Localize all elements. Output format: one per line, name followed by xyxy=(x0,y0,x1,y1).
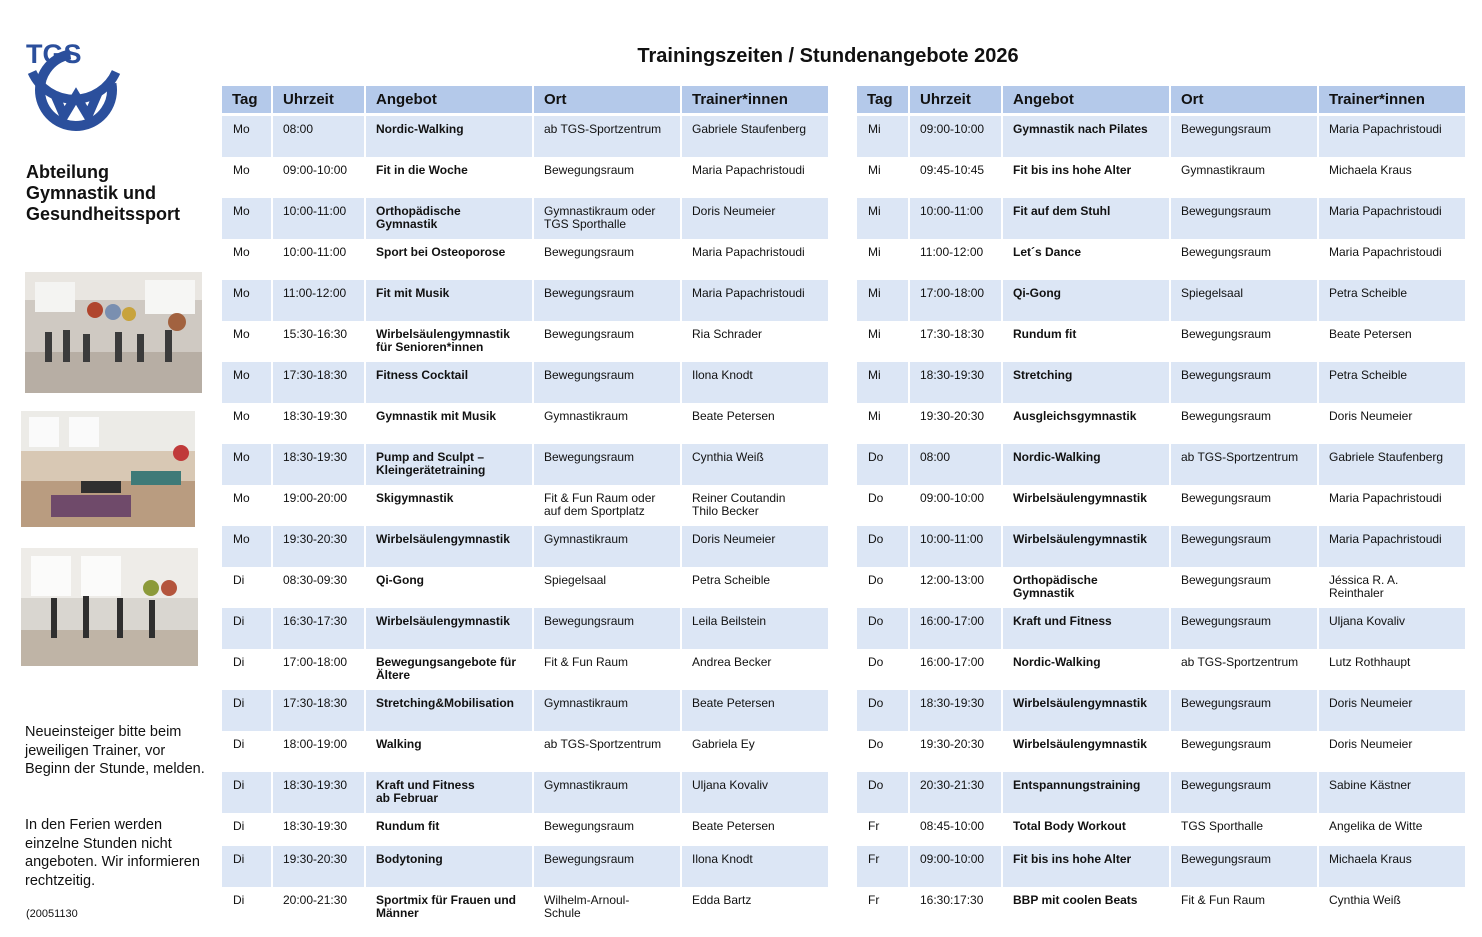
row-offer: Kraft und Fitness xyxy=(1003,608,1171,649)
row-trainer: Ilona Knodt xyxy=(682,362,830,403)
photo-gym-class-yoga xyxy=(21,548,198,666)
row-offer: Gymnastik mit Musik xyxy=(366,403,534,444)
table-row xyxy=(222,731,830,772)
row-trainer: Maria Papachristoudi xyxy=(1319,485,1467,526)
row-location: Bewegungsraum xyxy=(1171,198,1319,239)
department-line: Gesundheitssport xyxy=(26,204,181,224)
row-offer: BBP mit coolen Beats xyxy=(1003,887,1171,928)
row-offer: Gymnastik nach Pilates xyxy=(1003,116,1171,157)
row-offer: Wirbelsäulengymnastik xyxy=(366,608,534,649)
row-location: Gymnastikraum xyxy=(534,403,682,444)
row-tag: Do xyxy=(857,485,910,526)
row-location: Bewegungsraum xyxy=(534,608,682,649)
row-location: Bewegungsraum xyxy=(1171,567,1319,608)
row-time: 09:00-10:00 xyxy=(910,846,1003,887)
row-time: 16:30:17:30 xyxy=(910,887,1003,928)
row-trainer: Gabriela Ey xyxy=(682,731,830,772)
row-tag: Mo xyxy=(222,362,273,403)
row-time: 19:30-20:30 xyxy=(910,731,1003,772)
row-location: Bewegungsraum xyxy=(534,280,682,321)
tgs-logo xyxy=(24,38,124,134)
table-header-row xyxy=(857,86,1467,116)
table-row xyxy=(222,485,830,526)
row-trainer: Angelika de Witte xyxy=(1319,813,1467,846)
row-location: ab TGS-Sportzentrum xyxy=(1171,649,1319,690)
row-location: Gymnastikraum oder TGS Sporthalle xyxy=(534,198,682,239)
row-location: ab TGS-Sportzentrum xyxy=(534,731,682,772)
row-offer: Wirbelsäulengymnastik xyxy=(1003,690,1171,731)
row-time: 08:30-09:30 xyxy=(273,567,366,608)
row-trainer: Reiner Coutandin Thilo Becker xyxy=(682,485,830,526)
row-trainer: Cynthia Weiß xyxy=(682,444,830,485)
row-offer: Qi-Gong xyxy=(1003,280,1171,321)
table-row xyxy=(222,846,830,887)
table-row xyxy=(857,567,1467,608)
row-trainer: Doris Neumeier xyxy=(1319,690,1467,731)
row-offer: Sportmix für Frauen und Männer xyxy=(366,887,534,928)
row-location: Bewegungsraum xyxy=(1171,485,1319,526)
row-trainer: Maria Papachristoudi xyxy=(682,157,830,198)
row-time: 09:45-10:45 xyxy=(910,157,1003,198)
row-tag: Mi xyxy=(857,116,910,157)
header-tag: Tag xyxy=(857,86,910,116)
row-tag: Do xyxy=(857,608,910,649)
row-trainer: Michaela Kraus xyxy=(1319,157,1467,198)
row-tag: Di xyxy=(222,608,273,649)
row-offer: Wirbelsäulengymnastik xyxy=(1003,731,1171,772)
row-trainer: Maria Papachristoudi xyxy=(1319,239,1467,280)
header-ort: Ort xyxy=(534,86,682,116)
row-time: 10:00-11:00 xyxy=(273,198,366,239)
row-time: 15:30-16:30 xyxy=(273,321,366,362)
row-tag: Mo xyxy=(222,485,273,526)
row-tag: Fr xyxy=(857,813,910,846)
row-offer: Skigymnastik xyxy=(366,485,534,526)
row-tag: Fr xyxy=(857,846,910,887)
row-offer: Wirbelsäulengymnastik für Senioren*innen xyxy=(366,321,534,362)
row-offer: Wirbelsäulengymnastik xyxy=(1003,485,1171,526)
row-trainer: Uljana Kovaliv xyxy=(1319,608,1467,649)
row-offer: Rundum fit xyxy=(366,813,534,846)
row-trainer: Beate Petersen xyxy=(682,403,830,444)
row-location: Spiegelsaal xyxy=(534,567,682,608)
row-offer: Fit in die Woche xyxy=(366,157,534,198)
row-trainer: Beate Petersen xyxy=(682,813,830,846)
row-tag: Mi xyxy=(857,321,910,362)
row-tag: Do xyxy=(857,731,910,772)
department-line: Abteilung xyxy=(26,162,109,182)
table-row xyxy=(222,157,830,198)
row-location: Bewegungsraum xyxy=(1171,690,1319,731)
row-location: Bewegungsraum xyxy=(534,813,682,846)
row-offer: Fit mit Musik xyxy=(366,280,534,321)
row-time: 19:30-20:30 xyxy=(273,526,366,567)
header-ort: Ort xyxy=(1171,86,1319,116)
header-trainer: Trainer*innen xyxy=(1319,86,1467,116)
table-row xyxy=(857,239,1467,280)
row-tag: Do xyxy=(857,649,910,690)
row-time: 08:00 xyxy=(910,444,1003,485)
table-row xyxy=(857,198,1467,239)
note-newcomers: Neueinsteiger bitte beim jeweiligen Trainer, vor Beginn der Stunde, melden. xyxy=(25,724,205,777)
row-offer: Stretching xyxy=(1003,362,1171,403)
row-location: Bewegungsraum xyxy=(1171,772,1319,813)
table-row xyxy=(857,608,1467,649)
row-offer: Fitness Cocktail xyxy=(366,362,534,403)
row-trainer: Jéssica R. A. Reinthaler xyxy=(1319,567,1467,608)
row-tag: Di xyxy=(222,772,273,813)
row-offer: Nordic-Walking xyxy=(1003,649,1171,690)
row-offer: Orthopädische Gymnastik xyxy=(366,198,534,239)
row-location: Bewegungsraum xyxy=(1171,846,1319,887)
table-row xyxy=(222,403,830,444)
row-trainer: Doris Neumeier xyxy=(1319,403,1467,444)
row-tag: Mi xyxy=(857,362,910,403)
row-time: 20:00-21:30 xyxy=(273,887,366,928)
row-trainer: Sabine Kästner xyxy=(1319,772,1467,813)
table-row xyxy=(222,444,830,485)
row-trainer: Ilona Knodt xyxy=(682,846,830,887)
row-location: Fit & Fun Raum xyxy=(534,649,682,690)
row-offer: Nordic-Walking xyxy=(1003,444,1171,485)
row-time: 10:00-11:00 xyxy=(910,526,1003,567)
row-offer: Sport bei Osteoporose xyxy=(366,239,534,280)
row-location: ab TGS-Sportzentrum xyxy=(1171,444,1319,485)
row-time: 12:00-13:00 xyxy=(910,567,1003,608)
row-offer: Wirbelsäulengymnastik xyxy=(1003,526,1171,567)
row-time: 16:00-17:00 xyxy=(910,608,1003,649)
row-time: 16:30-17:30 xyxy=(273,608,366,649)
row-tag: Di xyxy=(222,731,273,772)
row-trainer: Uljana Kovaliv xyxy=(682,772,830,813)
document-code: (20051130 xyxy=(26,908,78,920)
row-time: 18:30-19:30 xyxy=(273,772,366,813)
row-tag: Di xyxy=(222,567,273,608)
header-trainer: Trainer*innen xyxy=(682,86,830,116)
row-tag: Mo xyxy=(222,321,273,362)
table-row xyxy=(222,321,830,362)
row-offer: Rundum fit xyxy=(1003,321,1171,362)
row-location: Gymnastikraum xyxy=(534,772,682,813)
row-time: 19:30-20:30 xyxy=(273,846,366,887)
row-time: 10:00-11:00 xyxy=(273,239,366,280)
row-location: Bewegungsraum xyxy=(1171,239,1319,280)
row-trainer: Cynthia Weiß xyxy=(1319,887,1467,928)
row-location: Bewegungsraum xyxy=(534,321,682,362)
row-offer: Entspannungstraining xyxy=(1003,772,1171,813)
table-row xyxy=(857,116,1467,157)
schedule-table-right xyxy=(857,86,1467,928)
row-location: Fit & Fun Raum oder auf dem Sportplatz xyxy=(534,485,682,526)
row-time: 18:30-19:30 xyxy=(273,813,366,846)
row-tag: Do xyxy=(857,772,910,813)
row-tag: Di xyxy=(222,690,273,731)
department-name xyxy=(26,162,216,225)
row-offer: Bodytoning xyxy=(366,846,534,887)
table-row xyxy=(857,846,1467,887)
row-time: 09:00-10:00 xyxy=(273,157,366,198)
row-time: 20:30-21:30 xyxy=(910,772,1003,813)
row-time: 08:00 xyxy=(273,116,366,157)
row-time: 18:30-19:30 xyxy=(910,690,1003,731)
row-location: Bewegungsraum xyxy=(1171,116,1319,157)
table-row xyxy=(222,608,830,649)
row-time: 18:30-19:30 xyxy=(910,362,1003,403)
row-tag: Mi xyxy=(857,157,910,198)
row-offer: Walking xyxy=(366,731,534,772)
table-row xyxy=(222,649,830,690)
table-row xyxy=(857,887,1467,928)
row-tag: Do xyxy=(857,567,910,608)
row-tag: Fr xyxy=(857,887,910,928)
row-offer: Qi-Gong xyxy=(366,567,534,608)
department-line: Gymnastik und xyxy=(26,183,157,203)
photo-gym-class-mats xyxy=(21,411,195,527)
table-row xyxy=(222,198,830,239)
row-location: Bewegungsraum xyxy=(1171,731,1319,772)
row-offer: Wirbelsäulengymnastik xyxy=(366,526,534,567)
row-tag: Mo xyxy=(222,403,273,444)
row-location: Bewegungsraum xyxy=(1171,362,1319,403)
row-time: 11:00-12:00 xyxy=(273,280,366,321)
row-location: Bewegungsraum xyxy=(534,846,682,887)
table-row xyxy=(857,649,1467,690)
row-offer: Fit bis ins hohe Alter xyxy=(1003,157,1171,198)
row-tag: Do xyxy=(857,444,910,485)
row-tag: Di xyxy=(222,813,273,846)
row-trainer: Lutz Rothhaupt xyxy=(1319,649,1467,690)
row-trainer: Leila Beilstein xyxy=(682,608,830,649)
row-tag: Mo xyxy=(222,239,273,280)
table-row xyxy=(222,813,830,846)
row-time: 17:30-18:30 xyxy=(273,362,366,403)
row-location: Bewegungsraum xyxy=(534,362,682,403)
row-location: Bewegungsraum xyxy=(1171,608,1319,649)
row-location: Spiegelsaal xyxy=(1171,280,1319,321)
row-time: 10:00-11:00 xyxy=(910,198,1003,239)
row-trainer: Gabriele Staufenberg xyxy=(1319,444,1467,485)
row-location: Fit & Fun Raum xyxy=(1171,887,1319,928)
table-row xyxy=(222,239,830,280)
page-title: Trainingszeiten / Stundenangebote 2026 xyxy=(637,45,1019,67)
row-time: 19:00-20:00 xyxy=(273,485,366,526)
row-tag: Di xyxy=(222,887,273,928)
row-time: 08:45-10:00 xyxy=(910,813,1003,846)
row-tag: Mi xyxy=(857,280,910,321)
row-trainer: Ria Schrader xyxy=(682,321,830,362)
row-time: 16:00-17:00 xyxy=(910,649,1003,690)
note-holidays: In den Ferien werden einzelne Stunden nicht angeboten. Wir informieren rechtzeitig. xyxy=(25,817,200,889)
row-offer: Orthopädische Gymnastik xyxy=(1003,567,1171,608)
header-uhrzeit: Uhrzeit xyxy=(910,86,1003,116)
table-row xyxy=(857,731,1467,772)
table-row xyxy=(857,321,1467,362)
row-location: Gymnastikraum xyxy=(534,526,682,567)
row-trainer: Beate Petersen xyxy=(682,690,830,731)
row-offer: Pump and Sculpt – Kleingerätetraining xyxy=(366,444,534,485)
table-row xyxy=(857,362,1467,403)
row-offer: Kraft und Fitness ab Februar xyxy=(366,772,534,813)
table-row xyxy=(857,403,1467,444)
table-row xyxy=(222,772,830,813)
row-trainer: Maria Papachristoudi xyxy=(1319,526,1467,567)
row-time: 09:00-10:00 xyxy=(910,485,1003,526)
row-tag: Mo xyxy=(222,157,273,198)
row-offer: Stretching&Mobilisation xyxy=(366,690,534,731)
header-uhrzeit: Uhrzeit xyxy=(273,86,366,116)
row-location: Bewegungsraum xyxy=(1171,321,1319,362)
row-time: 18:30-19:30 xyxy=(273,444,366,485)
row-time: 09:00-10:00 xyxy=(910,116,1003,157)
table-row xyxy=(222,362,830,403)
row-trainer: Andrea Becker xyxy=(682,649,830,690)
row-location: Bewegungsraum xyxy=(534,444,682,485)
table-row xyxy=(857,444,1467,485)
row-time: 17:30-18:30 xyxy=(273,690,366,731)
table-row xyxy=(857,526,1467,567)
table-row xyxy=(857,813,1467,846)
row-location: Gymnastikraum xyxy=(1171,157,1319,198)
row-tag: Mo xyxy=(222,444,273,485)
row-offer: Nordic-Walking xyxy=(366,116,534,157)
row-location: Bewegungsraum xyxy=(534,239,682,280)
row-time: 18:00-19:00 xyxy=(273,731,366,772)
photo-gym-class-standing xyxy=(25,272,202,393)
table-row xyxy=(222,690,830,731)
table-row xyxy=(222,116,830,157)
header-angebot: Angebot xyxy=(1003,86,1171,116)
row-trainer: Edda Bartz xyxy=(682,887,830,928)
logo-text: TGS xyxy=(26,39,82,69)
row-tag: Mo xyxy=(222,526,273,567)
header-angebot: Angebot xyxy=(366,86,534,116)
row-time: 17:30-18:30 xyxy=(910,321,1003,362)
table-row xyxy=(857,690,1467,731)
row-offer: Bewegungsangebote für Ältere xyxy=(366,649,534,690)
table-row xyxy=(222,526,830,567)
table-row xyxy=(222,887,830,928)
row-location: Gymnastikraum xyxy=(534,690,682,731)
row-trainer: Petra Scheible xyxy=(1319,280,1467,321)
row-offer: Ausgleichsgymnastik xyxy=(1003,403,1171,444)
row-time: 19:30-20:30 xyxy=(910,403,1003,444)
row-tag: Mo xyxy=(222,280,273,321)
row-trainer: Petra Scheible xyxy=(1319,362,1467,403)
row-location: Bewegungsraum xyxy=(534,157,682,198)
row-time: 17:00-18:00 xyxy=(273,649,366,690)
row-trainer: Maria Papachristoudi xyxy=(682,280,830,321)
table-row xyxy=(222,280,830,321)
row-tag: Di xyxy=(222,846,273,887)
table-row xyxy=(857,280,1467,321)
row-offer: Fit auf dem Stuhl xyxy=(1003,198,1171,239)
header-tag: Tag xyxy=(222,86,273,116)
row-time: 11:00-12:00 xyxy=(910,239,1003,280)
row-offer: Total Body Workout xyxy=(1003,813,1171,846)
row-trainer: Michaela Kraus xyxy=(1319,846,1467,887)
row-offer: Let´s Dance xyxy=(1003,239,1171,280)
table-header-row xyxy=(222,86,830,116)
row-trainer: Maria Papachristoudi xyxy=(1319,116,1467,157)
row-tag: Di xyxy=(222,649,273,690)
row-tag: Mi xyxy=(857,403,910,444)
row-trainer: Doris Neumeier xyxy=(682,526,830,567)
row-trainer: Maria Papachristoudi xyxy=(1319,198,1467,239)
row-tag: Mi xyxy=(857,198,910,239)
row-tag: Mi xyxy=(857,239,910,280)
row-location: ab TGS-Sportzentrum xyxy=(534,116,682,157)
row-time: 18:30-19:30 xyxy=(273,403,366,444)
row-tag: Do xyxy=(857,526,910,567)
table-row xyxy=(857,157,1467,198)
schedule-table-left xyxy=(222,86,830,928)
row-offer: Fit bis ins hohe Alter xyxy=(1003,846,1171,887)
row-trainer: Maria Papachristoudi xyxy=(682,239,830,280)
table-row xyxy=(222,567,830,608)
row-trainer: Doris Neumeier xyxy=(682,198,830,239)
row-location: Bewegungsraum xyxy=(1171,526,1319,567)
row-tag: Mo xyxy=(222,198,273,239)
table-row xyxy=(857,485,1467,526)
row-trainer: Petra Scheible xyxy=(682,567,830,608)
row-trainer: Beate Petersen xyxy=(1319,321,1467,362)
table-row xyxy=(857,772,1467,813)
row-trainer: Doris Neumeier xyxy=(1319,731,1467,772)
row-tag: Mo xyxy=(222,116,273,157)
row-time: 17:00-18:00 xyxy=(910,280,1003,321)
row-location: TGS Sporthalle xyxy=(1171,813,1319,846)
row-location: Bewegungsraum xyxy=(1171,403,1319,444)
row-trainer: Gabriele Staufenberg xyxy=(682,116,830,157)
row-location: Wilhelm-Arnoul- Schule xyxy=(534,887,682,928)
row-tag: Do xyxy=(857,690,910,731)
